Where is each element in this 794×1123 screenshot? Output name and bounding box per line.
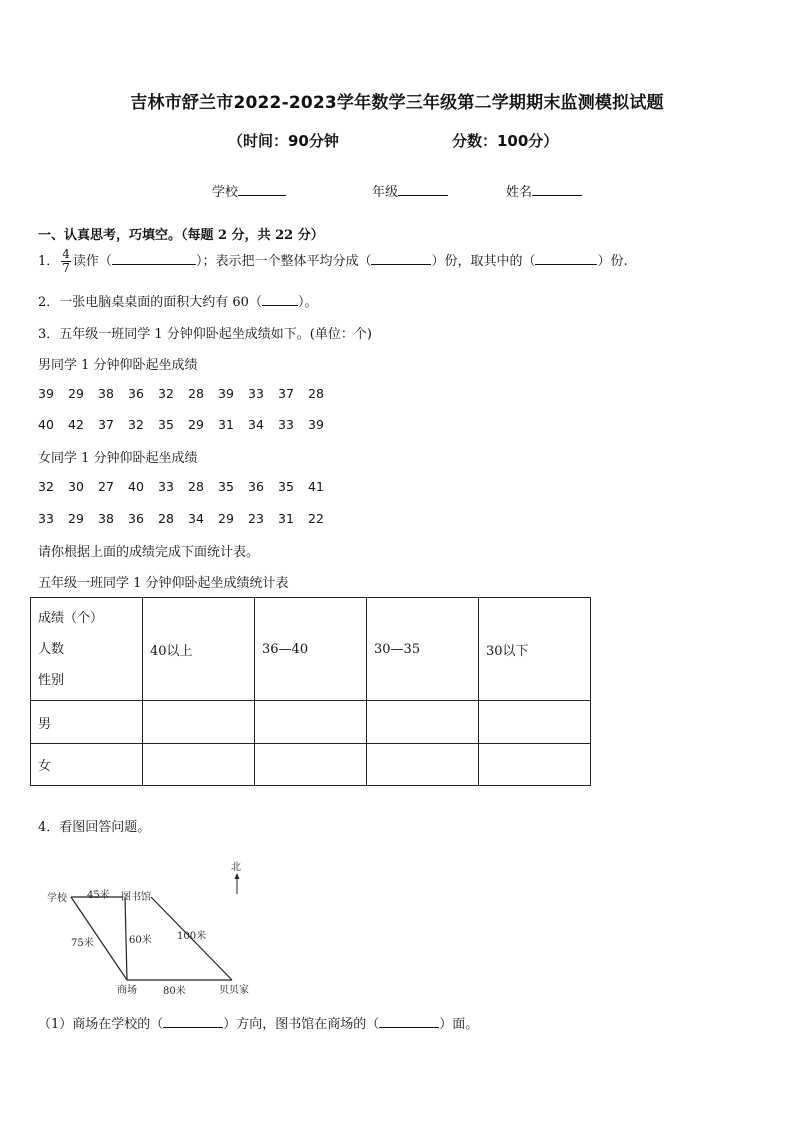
q1-number: 1．	[38, 254, 60, 269]
q2-blank[interactable]	[262, 293, 298, 306]
score-value: 34	[248, 417, 264, 432]
q1-blank-1[interactable]	[112, 252, 196, 265]
grade-field[interactable]	[372, 181, 448, 200]
distance-library-home: 100米	[177, 931, 207, 942]
table-cell[interactable]	[479, 701, 591, 744]
score-value: 28	[158, 511, 174, 526]
stats-table	[30, 597, 591, 786]
score-value: 22	[308, 511, 324, 526]
score-value: 40	[128, 479, 144, 494]
table-cell[interactable]	[143, 744, 255, 786]
score-value: 37	[98, 417, 114, 432]
north-label: 北	[231, 862, 241, 873]
score-value: 35	[278, 479, 294, 494]
page-title: 吉林市舒兰市2022-2023学年数学三年级第二学期期末监测模拟试题	[130, 93, 664, 113]
score-value: 30	[68, 479, 84, 494]
col-header-below-30: 30以下	[479, 598, 591, 701]
score-value: 29	[218, 511, 234, 526]
exam-score: 分数：100分）	[452, 132, 559, 150]
score-value: 38	[98, 511, 114, 526]
place-library: 图书馆	[121, 892, 151, 903]
score-value: 34	[188, 511, 204, 526]
table-cell[interactable]	[479, 744, 591, 786]
score-value: 36	[128, 386, 144, 401]
score-value: 36	[128, 511, 144, 526]
q2-text-a: 2．一张电脑桌桌面的面积大约有 60（	[38, 295, 262, 310]
q4-sub1-blank-1[interactable]	[163, 1015, 223, 1028]
place-school: 学校	[47, 893, 67, 904]
score-value: 38	[98, 386, 114, 401]
score-value: 32	[38, 479, 54, 494]
north-arrowhead-icon	[235, 873, 240, 879]
q2-text-b: ）。	[297, 295, 318, 310]
table-cell[interactable]	[367, 744, 479, 786]
school-blank[interactable]	[238, 181, 286, 196]
school-label: 学校	[212, 185, 239, 200]
score-value: 39	[218, 386, 234, 401]
distance-library-mall: 60米	[129, 935, 152, 946]
table-title: 五年级一班同学 1 分钟仰卧起坐成绩统计表	[38, 576, 289, 591]
distance-mall-home: 80米	[163, 986, 186, 997]
q1-text-d: ）份.	[597, 254, 628, 269]
corner-score: 成绩（个）	[38, 610, 104, 626]
table-cell[interactable]	[255, 744, 367, 786]
score-value: 31	[278, 511, 294, 526]
corner-gender: 性别	[38, 672, 65, 688]
score-value: 31	[218, 417, 234, 432]
score-value: 29	[188, 417, 204, 432]
fraction-numerator: 4	[62, 247, 70, 261]
col-header-36-40: 36—40	[255, 598, 367, 701]
edge-library-mall	[125, 897, 127, 980]
score-value: 29	[68, 386, 84, 401]
fraction-denominator: 7	[62, 261, 70, 275]
table-cell[interactable]	[367, 701, 479, 744]
score-value: 29	[68, 511, 84, 526]
question-1	[38, 247, 628, 277]
question-3-intro: 3．五年级一班同学 1 分钟仰卧起坐成绩如下。(单位：个)	[38, 327, 372, 342]
score-value: 32	[128, 417, 144, 432]
score-value: 40	[38, 417, 54, 432]
score-value: 37	[278, 386, 294, 401]
score-value: 35	[218, 479, 234, 494]
col-header-40-plus: 40以上	[143, 598, 255, 701]
girls-scores-row-1	[38, 479, 338, 494]
place-home: 贝贝家	[219, 985, 249, 996]
grade-blank[interactable]	[398, 181, 448, 196]
school-field[interactable]	[212, 181, 286, 200]
score-value: 33	[38, 511, 54, 526]
score-value: 33	[158, 479, 174, 494]
question-4: 4．看图回答问题。	[38, 820, 151, 835]
section-heading: 一、认真思考，巧填空。（每题 2 分，共 22 分）	[38, 228, 324, 243]
q4-sub1-blank-2[interactable]	[379, 1015, 439, 1028]
distance-school-library: 45米	[87, 890, 110, 901]
q1-text-c: ）份，取其中的（	[431, 254, 536, 269]
grade-label: 年级	[372, 185, 399, 200]
score-value: 35	[158, 417, 174, 432]
girls-label: 女同学 1 分钟仰卧起坐成绩	[38, 451, 198, 466]
score-value: 28	[308, 386, 324, 401]
score-value: 27	[98, 479, 114, 494]
q1-text-a: 读作（	[72, 254, 112, 269]
name-label: 姓名	[506, 185, 533, 200]
q4-sub1-text-b: ）方向，图书馆在商场的（	[223, 1017, 380, 1032]
score-value: 28	[188, 386, 204, 401]
score-value: 42	[68, 417, 84, 432]
col-header-30-35: 30—35	[367, 598, 479, 701]
score-value: 33	[278, 417, 294, 432]
score-value: 23	[248, 511, 264, 526]
boys-label: 男同学 1 分钟仰卧起坐成绩	[38, 358, 198, 373]
corner-count: 人数	[38, 641, 65, 657]
fraction	[61, 248, 71, 275]
score-value: 39	[38, 386, 54, 401]
name-field[interactable]	[506, 181, 582, 200]
table-cell[interactable]	[255, 701, 367, 744]
question-4-sub-1	[38, 1013, 478, 1032]
q1-blank-2[interactable]	[371, 252, 431, 265]
boys-scores-row-2	[38, 417, 338, 432]
location-map	[0, 850, 300, 1000]
table-corner-cell	[31, 598, 143, 701]
score-value: 28	[188, 479, 204, 494]
row-header-girls: 女	[31, 744, 143, 786]
q4-sub1-text-a: （1）商场在学校的（	[38, 1017, 164, 1032]
distance-school-mall: 75米	[71, 938, 94, 949]
q1-blank-3[interactable]	[535, 252, 597, 265]
boys-scores-row-1	[38, 386, 338, 401]
score-value: 36	[248, 479, 264, 494]
exam-time: （时间：90分钟	[228, 132, 339, 150]
instruction: 请你根据上面的成绩完成下面统计表。	[38, 545, 260, 560]
question-2	[38, 291, 317, 310]
score-value: 32	[158, 386, 174, 401]
table-cell[interactable]	[143, 701, 255, 744]
name-blank[interactable]	[532, 181, 582, 196]
score-value: 33	[248, 386, 264, 401]
score-value: 41	[308, 479, 324, 494]
place-mall: 商场	[117, 985, 137, 996]
girls-scores-row-2	[38, 511, 338, 526]
q4-sub1-text-c: ）面。	[439, 1017, 479, 1032]
row-header-boys: 男	[31, 701, 143, 744]
score-value: 39	[308, 417, 324, 432]
q1-text-b: ）；表示把一个整体平均分成（	[195, 254, 372, 269]
